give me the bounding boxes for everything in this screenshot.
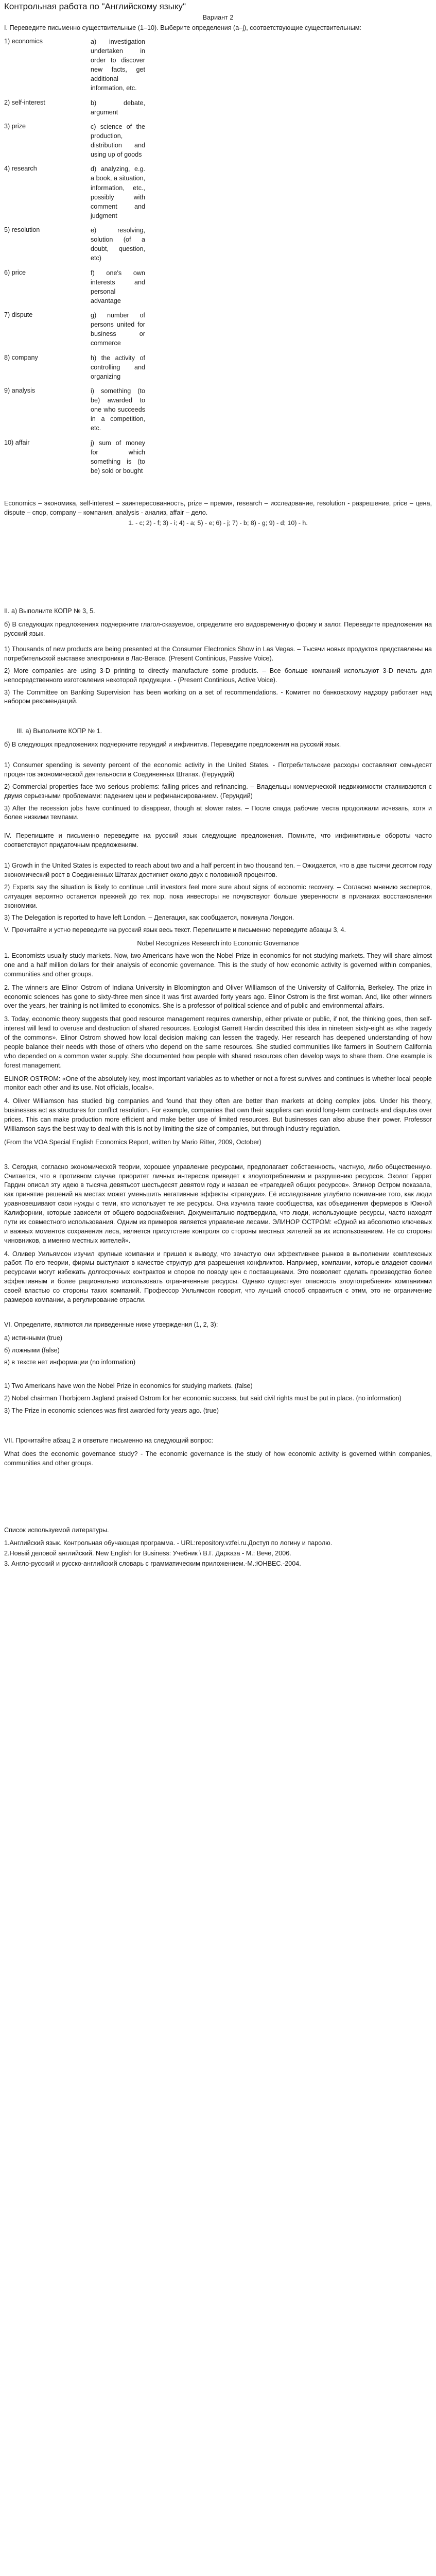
translation-paragraph-3: 3. Сегодня, согласно экономической теории, хорошее управление ресурсами, предполагает собственность, частную, либо общественную. Считается, что в противном случае приоритет личных интересов приведет к злоупотреблениям и разрушению ресурсов. Эколог Гаррет Гардин описал эту идею в тысяча девятьсот шестьдесят девятом году и назвал ее «трагедией общих ресурсов». Элинор Остром показала, как принятие решений на местах может уменьшить негативные эффекты «трагедии». Её исследование углубило понимание того, как люди уравновешивают свои нужды с теми, кто использует те же ресурсы. Она изучила такие сообщества, как объединения фермеров в Южной Калифорнии, которые зависели от общего водоснабжения. Документально подтвердила, что люди, использующие ресурсы, часто находят пути их совместного использования. Одним из примеров является управление лесами. ЭЛИНОР ОСТРОМ: «Одной из абсолютно ключевых и важных моментов сохранения леса, является присутствие контроля со стороны местных жителей за их использованием. Не со стороны чиновников, а именно местных жителей». [4, 1163, 432, 1244]
task2-sentence-1: 1) Thousands of new products are being presented at the Consumer Electronics Show in Las Vegas. – Тысячи новых продуктов представлены на потребительской выставке электроники в Лас-Вегасе. (Present Continious, Passive Voice). [4, 646, 432, 662]
article-title: Nobel Recognizes Research into Economic Governance [137, 940, 299, 947]
matching-term: 2) self-interest [4, 98, 45, 106]
matching-definition: e) resolving, solution (of a doubt, question, etc) [91, 227, 145, 262]
task5-instruction: V. Прочитайте и устно переведите на русский язык весь текст. Перепишите и письменно переведите абзацы 3, 4. [4, 926, 346, 934]
matching-term: 10) affair [4, 438, 30, 446]
task6-option-false: б) ложными (false) [4, 1346, 60, 1354]
matching-definition: a) investigation undertaken in order to discover new facts, get additional information, etc. [91, 38, 145, 92]
task1-word-translations: Economics – экономика, self-interest – заинтересованность, prize – премия, research – исследование, resolution - разрешение, price – цена, dispute – спор, company – компания, analysis - анализ, affair – дело. [4, 500, 432, 516]
task6-statement-1: 1) Two Americans have won the Nobel Prize in economics for studying markets. (false) [4, 1382, 253, 1390]
task6-instruction: VI. Определите, являются ли приведенные ниже утверждения (1, 2, 3): [4, 1320, 218, 1328]
task6-option-noinfo: в) в тексте нет информации (no information) [4, 1359, 136, 1366]
task6-statement-3: 3) The Prize in economic sciences was first awarded forty years ago. (true) [4, 1407, 219, 1415]
task4-sentence-1: 1) Growth in the United States is expected to reach about two and a half percent in two thousand ten. – Ожидается, что в две тысячи десятом году экономический рост в Соединенных Штатах достигнет около двух с половиной процентов. [4, 862, 432, 878]
matching-row [4, 226, 145, 268]
bibliography-item-1: 1.Английский язык. Контрольная обучающая программа. - URL:repository.vzfei.ru.Доступ по логину и паролю. [4, 1539, 333, 1547]
matching-row [4, 386, 145, 438]
task3-instruction: б) В следующих предложениях подчеркните герундий и инфинитив. Переведите предложения на русский язык. [4, 741, 341, 749]
task3-sentence-2: 2) Commercial properties face two serious problems: falling prices and refinancing. – Владельцы коммерческой недвижимости сталкиваются с двумя серьезными проблемами: падением цен и рефинансированием. (Герундий) [4, 783, 432, 800]
matching-row [4, 98, 145, 122]
matching-term: 4) research [4, 165, 37, 173]
task7-instruction: VII. Прочитайте абзац 2 и ответьте письменно на следующий вопрос: [4, 1436, 213, 1444]
article-translations [4, 1163, 432, 1305]
document-title: Контрольная работа по "Английскому языку" [4, 2, 186, 11]
matching-term: 3) prize [4, 122, 26, 130]
task2-sentence-3: 3) The Committee on Banking Supervision has been working on a set of recommendations. - Комитет по банковскому надзору работает над набором рекомендаций. [4, 688, 432, 705]
task2-sentences [4, 645, 432, 706]
translation-paragraph-4: 4. Оливер Уильямсон изучил крупные компании и пришел к выводу, что зачастую они эффективнее рынков в выполнении комплексных работ. По его теории, фирмы выступают в качестве структур для разрешения конфликтов. Например, компании, которые владеют своими ресурсами могут избежать долгосрочных контрактов и споров по поводу цен с поставщиками. Это позволяет сделать производство более эффективным и более рационально использовать ограниченные ресурсы. Однако существует опасность злоупотребления компаниями своей властью со стороны таких компаний. Профессор Уильямсон говорит, что лучший способ справиться с этим, это не ограничение размеров компании, а регулирование отрасли. [4, 1250, 432, 1303]
matching-row [4, 37, 145, 98]
matching-term: 1) economics [4, 37, 43, 45]
matching-row [4, 438, 145, 481]
matching-term: 8) company [4, 353, 38, 361]
matching-row [4, 122, 145, 165]
task6-option-true: а) истинными (true) [4, 1334, 63, 1342]
matching-definition: b) debate, argument [91, 99, 145, 116]
matching-row [4, 311, 145, 353]
article-paragraph-3: 3. Today, economic theory suggests that good resource management requires ownership, either private or public, if not, the thinking goes, then self-interest will lead to overuse and destruction of shared resources. Ecologist Garrett Hardin described this idea in nineteen sixty-eight as «the tragedy of the commons». Elinor Ostrom showed how local decision making can lessen the tragedy. Her research has deepened understanding of how people balance their needs with those of others who depend on the same resources. She studied communities like farmers in Southern California who depended on a common water supply. She documented how people with shared resources often develop ways to share them. One example is forest management. [4, 1015, 432, 1069]
matching-definition: h) the activity of controlling and organizing [91, 354, 145, 380]
task3-sentence-3: 3) After the recession jobs have continued to disappear, though at slower rates. – После спада рабочие места продолжали исчезать, хотя и более низкими темпами. [4, 804, 432, 821]
article-paragraph-2: 2. The winners are Elinor Ostrom of Indiana University in Bloomington and Oliver Williamson of the University of California, Berkeley. The prize in economic sciences has gone to sixty-three men since it was first awarded forty years ago. Elinor Ostrom is the first woman. And, like other winners over the years, her training is not limited to economics. She is a professor of political science and of public and environmental affairs. [4, 984, 432, 1010]
task3-sentences [4, 761, 432, 822]
article-paragraph-1: 1. Economists usually study markets. Now, two Americans have won the Nobel Prize in economics for not studying markets. They will share almost one and a half million dollars for their analysis of economic governance. This is the study of how economic activity is governed within companies, communities and other groups. [4, 952, 432, 978]
matching-row [4, 164, 145, 226]
matching-term: 5) resolution [4, 226, 40, 234]
task4-sentence-3: 3) The Delegation is reported to have left London. – Делегация, как сообщается, покинула Лондон. [4, 914, 294, 922]
bibliography-item-3: 3. Англо-русский и русско-английский словарь с грамматическим приложением.-М.:ЮНВЕС.-2004. [4, 1560, 301, 1568]
task3-heading: III. а) Выполните КОПР № 1. [16, 727, 102, 735]
matching-definition: g) number of persons united for business or commerce [91, 312, 145, 347]
task6-statement-2: 2) Nobel chairman Thorbjoern Jagland praised Ostrom for her economic success, but said civil rights must be put in place. (no information) [4, 1395, 402, 1402]
matching-term: 9) analysis [4, 386, 36, 394]
task4-instruction: IV. Перепишите и письменно переведите на русский язык следующие предложения. Помните, что инфинитивные обороты часто соответствуют придаточным предложениям. [4, 832, 432, 849]
task3-sentence-1: 1) Consumer spending is seventy percent of the economic activity in the United States. - Потребительские расходы составляют семьдесят процентов экономической деятельности в Соединенных Штатах. (Герундий) [4, 761, 432, 778]
article-quote: ELINOR OSTROM: «One of the absolutely key, most important variables as to whether or not a forest survives and continues is whether local people monitor each other and its use. Not officials, locals». [4, 1075, 432, 1092]
matching-row [4, 268, 145, 311]
task1-instruction: I. Перевeдите письменно существительные (1–10). Выберите определения (a–j), соответствующие существительным: [4, 24, 361, 31]
matching-definition: f) one's own interests and personal advantage [91, 269, 145, 304]
matching-definition: d) analyzing, e.g. a book, a situation, information, etc., possibly with comment and judgment [91, 165, 145, 219]
task7-answer: What does the economic governance study? - The economic governance is the study of how economic activity is governed within companies, communities and other groups. [4, 1450, 432, 1467]
article-paragraph-4: 4. Oliver Williamson has studied big companies and found that they often are better than markets at doing complex jobs. Under his theory, businesses act as structures for conflict resolution. For example, companies that own their suppliers can avoid long-term contracts and disputes over prices. This can make production more efficient and make better use of limited resources. But businesses can also abuse their power. Professor Williamson says the best way to deal with this is not by limiting the size of companies, but through industry regulation. [4, 1097, 432, 1132]
matching-term: 7) dispute [4, 311, 33, 319]
task1-answer-key: 1. - c; 2) - f; 3) - i; 4) - a; 5) - e; 6) - j; 7) - b; 8) - g; 9) - d; 10) - h. [128, 519, 308, 527]
matching-definition: i) something (to be) awarded to one who succeeds in a competition, etc. [91, 387, 145, 432]
task2-instruction: б) В следующих предложениях подчеркните глагол-сказуемое, определите его видовременную форму и залог. Переведите предложения на русский язык. [4, 621, 432, 638]
article-body [4, 952, 432, 1147]
matching-table [4, 37, 145, 481]
task4-sentences [4, 861, 432, 923]
task6-options [4, 1334, 432, 1368]
article-source: (From the VOA Special English Economics Report, written by Mario Ritter, 2009, October) [4, 1138, 261, 1146]
bibliography-list [4, 1539, 432, 1569]
matching-term: 6) price [4, 268, 26, 276]
task2-heading: II. а) Выполните КОПР № 3, 5. [4, 607, 95, 615]
task4-sentence-2: 2) Experts say the situation is likely to continue until investors feel more sure about signs of economic recovery. – Согласно мнению экспертов, ситуация вероятно останется прежней до тех пор, пока инвесторы не почувствуют больше уверенности в признаках восстановления экономики. [4, 883, 432, 909]
task2-sentence-2: 2) More companies are using 3-D printing to directly manufacture some products. – Все больше компаний используют 3-D печать для непосредственного изготовления некоторой продукции. - (Present Continious, Active Voice). [4, 667, 432, 684]
matching-definition: j) sum of money for which something is (to be) sold or bought [91, 439, 145, 474]
bibliography-heading: Список используемой литературы. [4, 1526, 109, 1534]
task6-statements [4, 1382, 432, 1416]
variant-label: Вариант 2 [202, 14, 234, 22]
matching-row [4, 353, 145, 386]
bibliography-item-2: 2.Новый деловой английский. New English for Business: Учебник \ В.Г. Дарказа - М.: Вече, 2006. [4, 1550, 291, 1557]
matching-definition: c) science of the production, distribution and using up of goods [91, 123, 145, 159]
